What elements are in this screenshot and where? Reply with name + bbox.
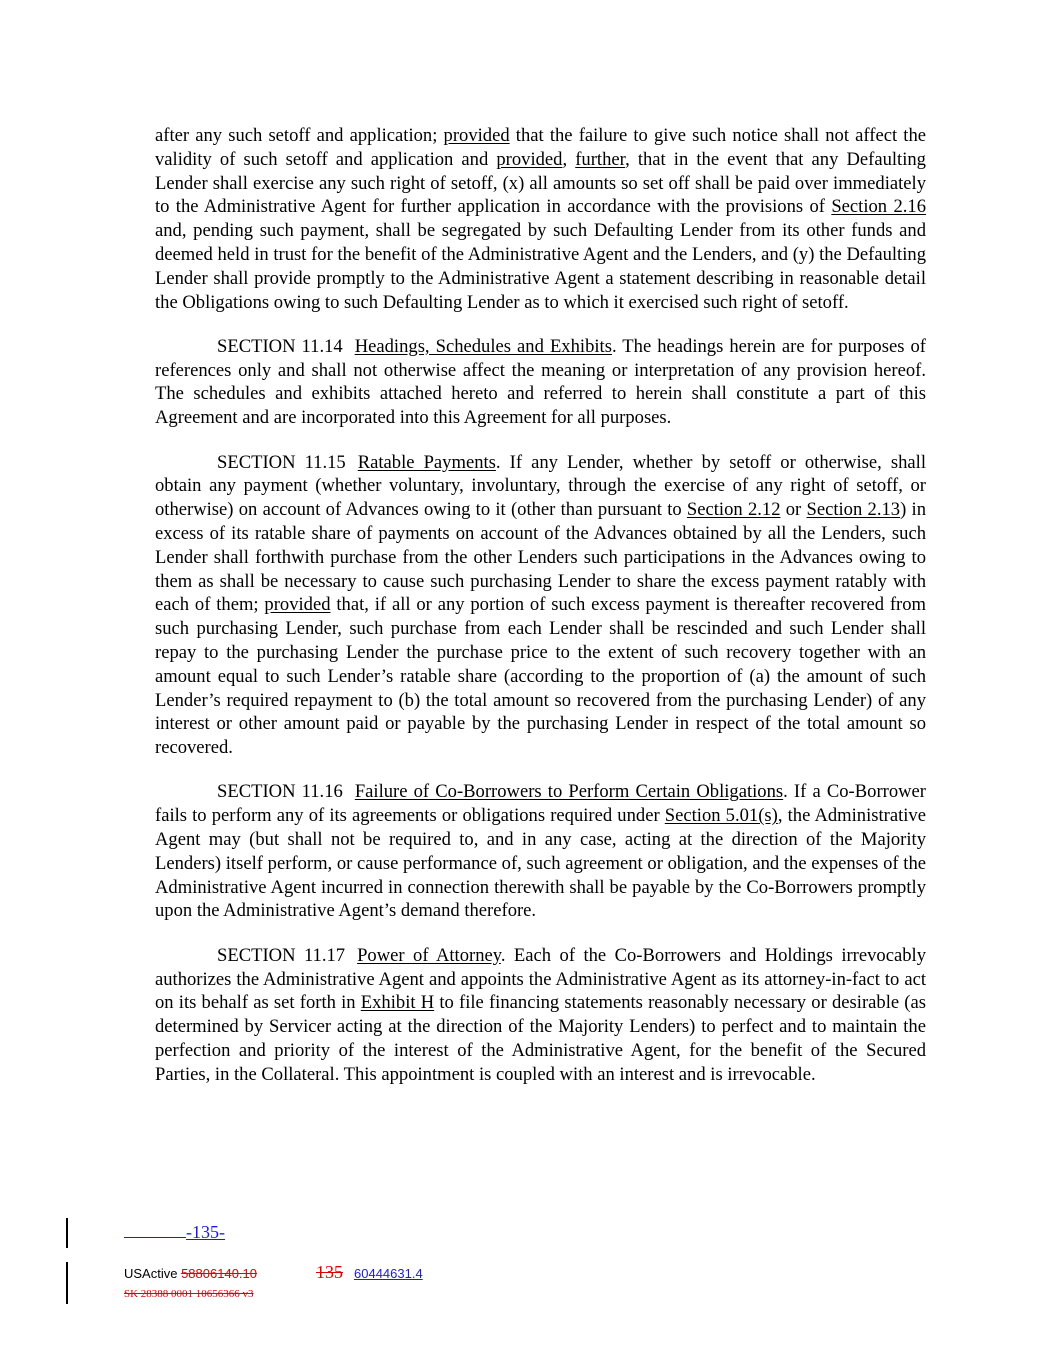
section-label: SECTION 11.15 <box>217 451 346 473</box>
page-number: -135- <box>124 1222 225 1243</box>
deleted-sk-id: SK 28388 0001 10656366 v3 <box>124 1288 254 1300</box>
term-provided: provided <box>496 148 563 170</box>
inserted-doc-id: 60444631.4 <box>354 1266 423 1281</box>
section-reference: Section 2.12 <box>686 499 781 521</box>
section-reference: Section 2.13 <box>806 499 901 521</box>
section-title: Headings, Schedules and Exhibits <box>354 335 612 357</box>
document-id-footer: USActive 58806140.10 <box>124 1266 257 1281</box>
deleted-page-number: 135 <box>316 1262 343 1282</box>
term-provided: provided <box>443 125 510 146</box>
paragraph-setoff-continued: after any such setoff and application; provided that the failure to give such notice shall not affect the validity of such setoff and application and provided, further, that in the event that any Defaulting Lender shall exercise any such right of setoff, (x) all amounts so set off shall be paid over immediately to the Administrative Agent for further application in accordance with the provisions of Section 2.16 and, pending such payment, shall be segregated by such Defaulting Lender from its other funds and deemed held in trust for the benefit of the Administrative Agent and the Lenders, and (y) the Defaulting Lender shall provide promptly to the Administrative Agent a statement describing in reasonable detail the Obligations owing to such Defaulting Lender as to which it exercised such right of setoff. <box>155 125 926 313</box>
section-label: SECTION 11.17 <box>217 944 346 966</box>
section-label: SECTION 11.14 <box>217 335 343 357</box>
exhibit-reference: Exhibit H <box>360 992 435 1014</box>
change-bar <box>66 1262 68 1304</box>
term-further: further <box>575 148 626 170</box>
section-11-15: SECTION 11.15 Ratable Payments. If any Lender, whether by setoff or otherwise, shall obtain any payment (whether voluntary, involuntary, through the exercise of any right of setoff, or otherwise) on account of Advances owing to it (other than pursuant to Section 2.12 or Section 2.13) in excess of its ratable share of payments on account of the Advances obtained by all the Lenders, such Lender shall forthwith purchase from the other Lenders such participations in the Advances owing to them as shall be necessary to cause such purchasing Lender to share the excess payment ratably with each of them; provided that, if all or any portion of such excess payment is thereafter recovered from such purchasing Lender, such purchase from each Lender shall be rescinded and such Lender shall repay to the purchasing Lender the purchase price to the extent of such recovery together with an amount equal to such Lender’s ratable share (according to the proportion of (a) the amount of such Lender’s required repayment to (b) the total amount so recovered from the purchasing Lender) of any interest or other amount paid or payable by the purchasing Lender in respect of the total amount so recovered. <box>155 451 926 759</box>
section-label: SECTION 11.16 <box>217 781 343 803</box>
change-bar <box>66 1218 68 1248</box>
term-provided: provided <box>264 594 331 616</box>
section-11-14: SECTION 11.14 Headings, Schedules and Exhibits. The headings herein are for purposes of references only and shall not otherwise affect the meaning or interpretation of any provision hereof. The schedules and exhibits attached hereto and referred to herein shall constitute a part of this Agreement and are incorporated into this Agreement for all purposes. <box>155 335 926 429</box>
section-reference: Section 2.16 <box>831 196 926 218</box>
section-11-16: SECTION 11.16 Failure of Co-Borrowers to Perform Certain Obligations. If a Co-Borrower fails to perform any of its agreements or obligations required under Section 5.01(s), the Administrative Agent may (but shall not be required to, and in any case, acting at the direction of the Majority Lenders) itself perform, or cause performance of, such agreement or obligation, and the expenses of the Administrative Agent incurred in connection therewith shall be payable by the Co-Borrowers promptly upon the Administrative Agent’s demand therefore. <box>155 781 926 922</box>
section-reference: Section 5.01(s) <box>664 805 778 827</box>
new-doc-id-footer <box>354 1266 423 1281</box>
deleted-doc-id: 58806140.10 <box>181 1266 257 1281</box>
section-11-17: SECTION 11.17 Power of Attorney. Each of the Co-Borrowers and Holdings irrevocably authorizes the Administrative Agent and appoints the Administrative Agent as its attorney-in-fact to act on its behalf as set forth in Exhibit H to file financing statements reasonably necessary or desirable (as determined by Servicer acting at the direction of the Majority Lenders) to perfect and to maintain the perfection and priority of the interest of the Administrative Agent, for the benefit of the Secured Parties, in the Collateral. This appointment is coupled with an interest and is irrevocable. <box>155 944 926 1085</box>
section-title: Power of Attorney <box>357 944 501 966</box>
section-title: Ratable Payments <box>357 451 496 473</box>
section-title: Failure of Co-Borrowers to Perform Certain Obligations <box>354 781 784 803</box>
document-body <box>155 124 926 1107</box>
